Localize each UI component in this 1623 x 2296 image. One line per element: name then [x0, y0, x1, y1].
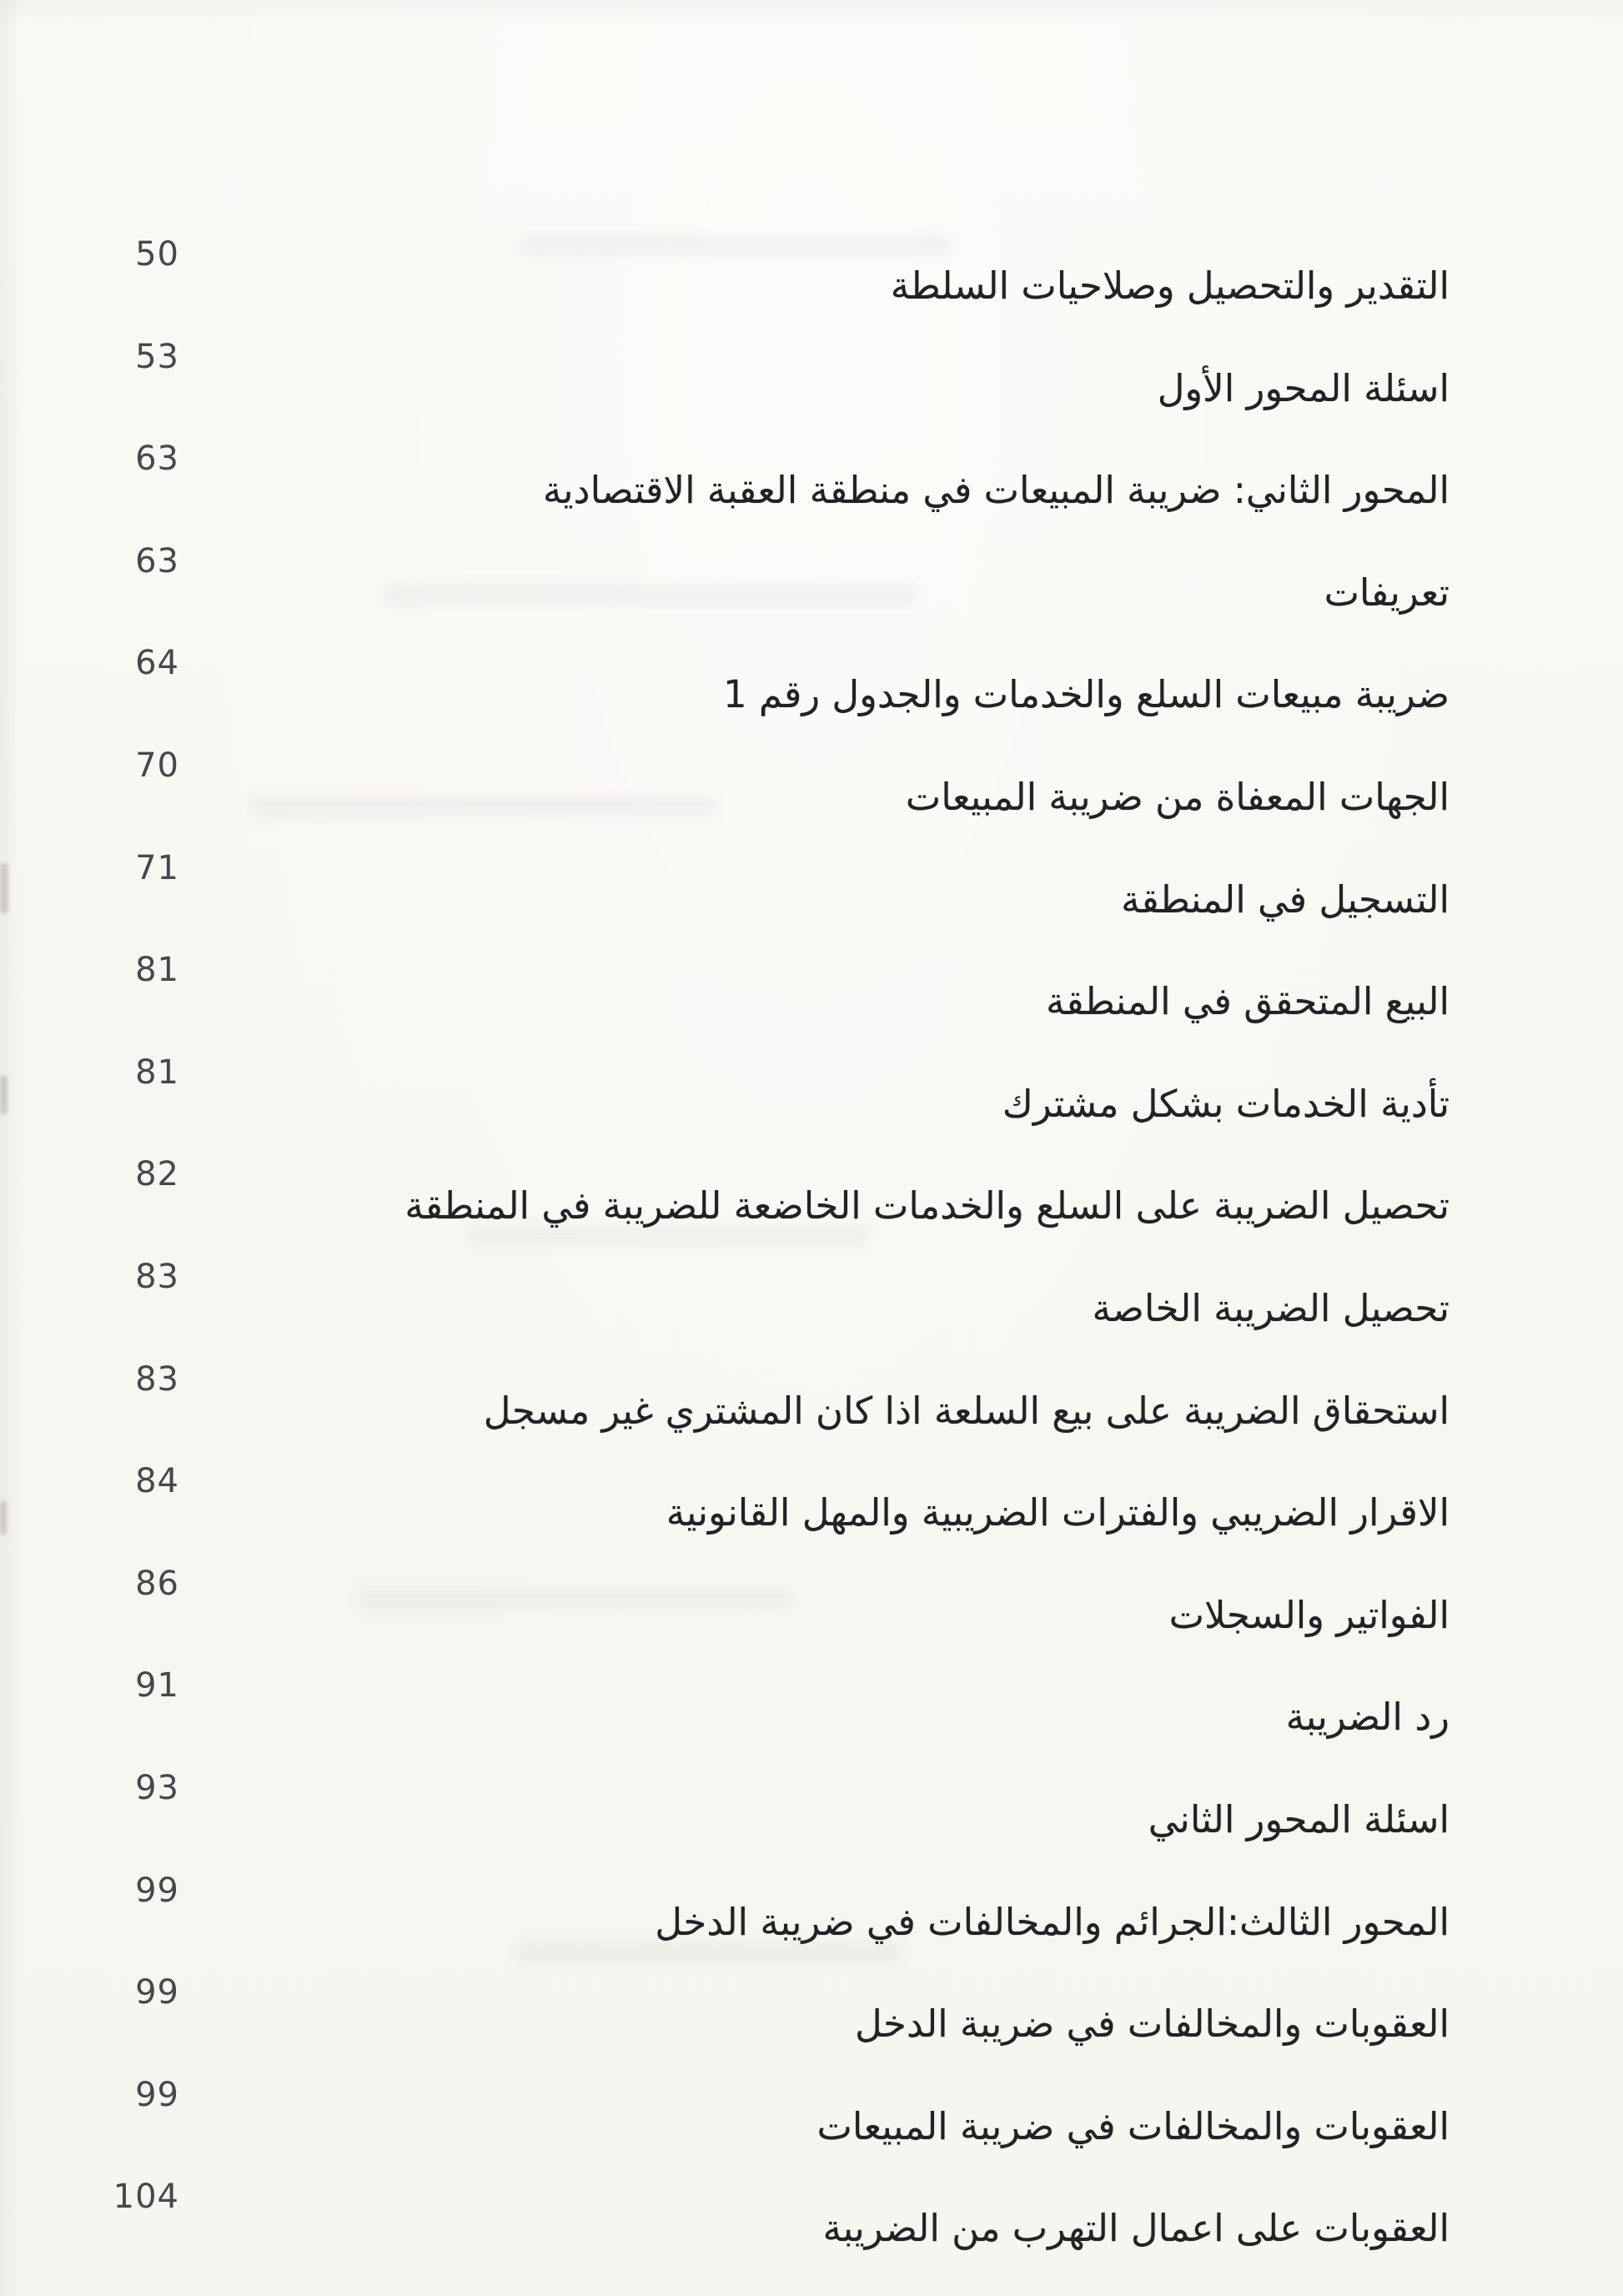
toc-entry: [0, 337, 1623, 443]
toc-entry-page-number: 86: [135, 1564, 179, 1603]
toc-entry-page-number: 53: [135, 337, 179, 376]
toc-entry-page-number: 93: [135, 1769, 179, 1807]
toc-entry: [0, 442, 1623, 545]
toc-entry: [0, 1053, 1623, 1158]
toc-entry: [0, 1155, 1623, 1260]
toc-entry: [0, 1666, 1623, 1771]
toc-entry: [0, 1871, 1623, 1977]
toc-entry-title: ضريبة مبيعات السلع والخدمات والجدول رقم 1: [722, 672, 1450, 717]
toc-entry-title: العقوبات على اعمال التهرب من الضريبة: [822, 2206, 1450, 2251]
toc-entry-title: المحور الثالث:الجرائم والمخالفات في ضريبة الدخل: [655, 1899, 1450, 1944]
toc-entry-page-number: 81: [135, 1053, 179, 1092]
toc-entry-page-number: 84: [135, 1462, 179, 1501]
toc-entry-title: تحصيل الضريبة الخاصة: [1092, 1286, 1450, 1330]
toc-entry-page-number: 83: [135, 1359, 179, 1399]
toc-entry: [0, 2075, 1623, 2181]
toc-entry: [0, 1359, 1623, 1465]
toc-entry-page-number: 104: [113, 2178, 179, 2217]
toc-entry: [0, 1462, 1623, 1567]
toc-entry-title: الاقرار الضريبي والفترات الضريبية والمهل القانونية: [666, 1490, 1450, 1535]
toc-entry-title: اسئلة المحور الأول: [1157, 365, 1450, 410]
toc-entry-title: الفواتير والسجلات: [1168, 1592, 1450, 1637]
toc-entry-title: التقدير والتحصيل وصلاحيات السلطة: [890, 264, 1450, 308]
toc-entry: [0, 746, 1623, 852]
toc-entry-page-number: 83: [135, 1258, 179, 1296]
toc-entry-page-number: 63: [135, 541, 179, 580]
toc-entry-title: تعريفات: [1324, 570, 1450, 615]
toc-entry: [0, 953, 1623, 1056]
toc-entry-page-number: 81: [135, 951, 179, 990]
toc-entry-title: المحور الثاني: ضريبة المبيعات في منطقة العقبة الاقتصادية: [542, 468, 1450, 513]
toc-entry: [0, 2180, 1623, 2283]
toc-entry-title: العقوبات والمخالفات في ضريبة الدخل: [854, 2002, 1450, 2047]
toc-entry: [0, 848, 1623, 954]
toc-entry: [0, 1260, 1623, 1363]
toc-entry-page-number: 99: [135, 1973, 179, 2012]
toc-entry: [0, 541, 1623, 647]
toc-entry: [0, 1564, 1623, 1670]
toc-entry-title: تحصيل الضريبة على السلع والخدمات الخاضعة للضريبة في المنطقة: [404, 1183, 1450, 1228]
toc-entry-page-number: 71: [135, 848, 179, 887]
toc-entry: [0, 235, 1623, 340]
toc-entry-title: الجهات المعفاة من ضريبة المبيعات: [905, 775, 1450, 819]
toc-entry: [0, 1771, 1623, 1874]
toc-entry-page-number: 63: [135, 440, 179, 479]
toc-entry-page-number: 82: [135, 1155, 179, 1194]
toc-entry-page-number: 99: [135, 2075, 179, 2114]
toc-entry-page-number: 50: [135, 235, 179, 274]
toc-entry-title: البيع المتحقق في المنطقة: [1045, 979, 1450, 1024]
toc-entry-page-number: 64: [135, 644, 179, 683]
toc-entry: [0, 646, 1623, 749]
toc-entry-title: رد الضريبة: [1285, 1695, 1450, 1740]
toc-entry-title: التسجيل في المنطقة: [1121, 877, 1450, 922]
toc-entry-page-number: 99: [135, 1871, 179, 1910]
toc-entry: [0, 1973, 1623, 2078]
toc-entry-page-number: 91: [135, 1666, 179, 1706]
toc-entry-title: العقوبات والمخالفات في ضريبة المبيعات: [817, 2103, 1450, 2148]
toc-entry-page-number: 70: [135, 746, 179, 785]
toc-entry-title: استحقاق الضريبة على بيع السلعة اذا كان المشتري غير مسجل: [483, 1388, 1450, 1433]
toc-entry-title: تأدية الخدمات بشكل مشترك: [1002, 1081, 1450, 1126]
toc-entry-title: اسئلة المحور الثاني: [1148, 1797, 1450, 1841]
